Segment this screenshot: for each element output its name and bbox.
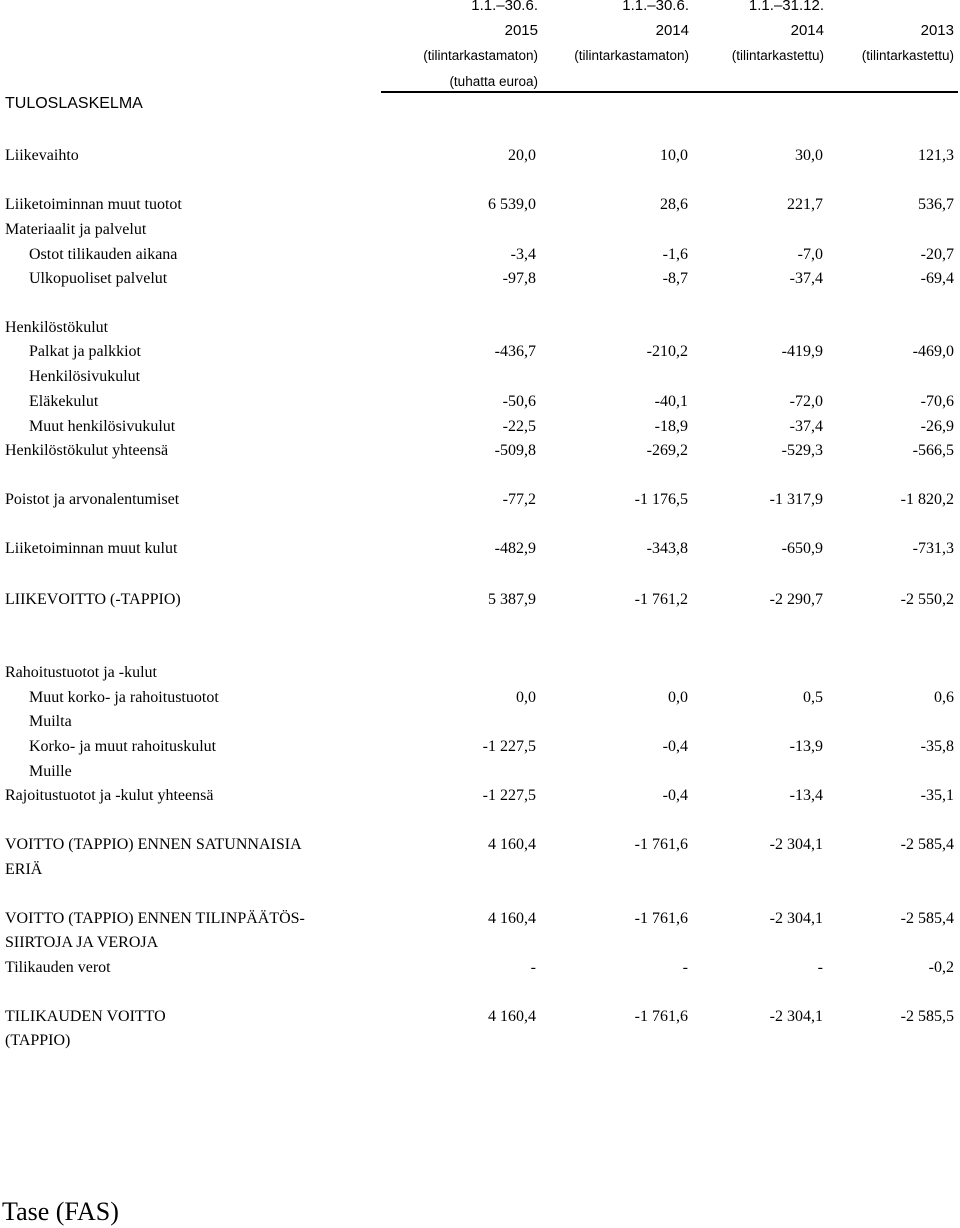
row-label: Rajoitustuotot ja -kulut yhteensä [5,787,214,804]
value-col2: 10,0 [660,147,688,164]
value-col3: -650,9 [781,540,823,557]
row-label: Ostot tilikauden aikana [29,246,178,263]
table-row [0,860,960,884]
value-col2: -1,6 [662,246,688,263]
value-col4: 0,6 [934,689,954,706]
header-year-col3: 2014 [790,22,824,39]
value-col2: -210,2 [646,343,688,360]
table-row [0,663,960,687]
value-col2: -1 176,5 [634,491,688,508]
value-col4: -20,7 [920,246,954,263]
value-col2: -18,9 [654,418,688,435]
row-label: Henkilösivukulut [29,368,141,385]
header-year-col2: 2014 [655,22,689,39]
value-col2: 28,6 [660,196,688,213]
header-period-col3: 1.1.–31.12. [748,0,824,14]
value-col1: -509,8 [494,442,536,459]
value-col3: -72,0 [789,393,823,410]
value-col1: -482,9 [494,540,536,557]
row-label: VOITTO (TAPPIO) ENNEN SATUNNAISIA [5,836,302,853]
row-label: Henkilöstökulut [5,319,109,336]
value-col1: -1 227,5 [482,787,536,804]
value-col1: -3,4 [510,246,536,263]
value-col3: -13,4 [789,787,823,804]
row-label: Poistot ja arvonalentumiset [5,491,180,508]
table-row [0,762,960,786]
value-col1: -77,2 [502,491,536,508]
table-row [0,933,960,957]
value-col3: -13,9 [789,738,823,755]
value-col1: 4 160,4 [488,836,536,853]
table-row [0,835,960,859]
value-col1: -50,6 [502,393,536,410]
header-status-col2: (tilintarkastamaton) [574,48,689,63]
header-period-col1: 1.1.–30.6. [471,0,538,14]
table-row [0,590,960,614]
table-row [0,539,960,563]
table-row [0,392,960,416]
header-rule [381,91,958,93]
value-col1: 4 160,4 [488,1008,536,1025]
header-status-col1: (tilintarkastamaton) [423,48,538,63]
value-col2: -1 761,6 [634,910,688,927]
value-col1: - [530,959,536,976]
row-label: Muille [29,763,72,780]
table-row [0,318,960,342]
row-label: SIIRTOJA JA VEROJA [5,934,159,951]
value-col4: -731,3 [912,540,954,557]
value-col3: -2 304,1 [769,910,823,927]
table-row [0,195,960,219]
header-status-col3: (tilintarkastettu) [731,48,824,63]
value-col3: -2 290,7 [769,591,823,608]
table-row [0,146,960,170]
row-label: Muilta [29,713,72,730]
value-col2: -1 761,6 [634,1008,688,1025]
balance-sheet-heading: Tase (FAS) [2,1197,119,1226]
value-col2: - [682,959,688,976]
page-title: TULOSLASKELMA [5,95,143,112]
table-row [0,1031,960,1055]
row-label: Korko- ja muut rahoituskulut [29,738,217,755]
row-label: Liiketoiminnan muut tuotot [5,196,182,213]
value-col4: -566,5 [912,442,954,459]
value-col1: 4 160,4 [488,910,536,927]
value-col2: -0,4 [662,787,688,804]
value-col2: -0,4 [662,738,688,755]
table-row [0,441,960,465]
value-col1: 6 539,0 [488,196,536,213]
row-label: Ulkopuoliset palvelut [29,270,168,287]
value-col1: 5 387,9 [488,591,536,608]
value-col3: -529,3 [781,442,823,459]
row-label: Materiaalit ja palvelut [5,221,147,238]
value-col1: 0,0 [516,689,536,706]
value-col3: -2 304,1 [769,1008,823,1025]
table-row [0,786,960,810]
value-col4: -469,0 [912,343,954,360]
value-col1: -1 227,5 [482,738,536,755]
value-col4: -2 585,4 [900,836,954,853]
row-label: (TAPPIO) [5,1032,71,1049]
value-col1: -97,8 [502,270,536,287]
row-label: Tilikauden verot [5,959,111,976]
header-year-col1: 2015 [504,22,538,39]
value-col3: -37,4 [789,270,823,287]
value-col4: 536,7 [918,196,954,213]
row-label: Muut korko- ja rahoitustuotot [29,689,219,706]
value-col4: -35,8 [920,738,954,755]
value-col3: 30,0 [795,147,823,164]
table-row [0,958,960,982]
value-col3: -419,9 [781,343,823,360]
value-col4: 121,3 [918,147,954,164]
row-label: ERIÄ [5,861,43,878]
row-label: Liiketoiminnan muut kulut [5,540,178,557]
row-label: Muut henkilösivukulut [29,418,176,435]
row-label: Liikevaihto [5,147,79,164]
value-col2: -269,2 [646,442,688,459]
table-row [0,737,960,761]
row-label: Palkat ja palkkiot [29,343,141,360]
row-label: VOITTO (TAPPIO) ENNEN TILINPÄÄTÖS- [5,910,305,927]
value-col2: -40,1 [654,393,688,410]
value-col3: -37,4 [789,418,823,435]
value-col2: -8,7 [662,270,688,287]
table-row [0,220,960,244]
table-row [0,269,960,293]
value-col3: - [817,959,823,976]
table-row [0,417,960,441]
value-col4: -2 550,2 [900,591,954,608]
row-label: LIIKEVOITTO (-TAPPIO) [5,591,181,608]
row-label: Eläkekulut [29,393,99,410]
header-unit: (tuhatta euroa) [449,74,538,89]
value-col3: -7,0 [797,246,823,263]
value-col3: -2 304,1 [769,836,823,853]
value-col4: -69,4 [920,270,954,287]
table-row [0,367,960,391]
row-label: Henkilöstökulut yhteensä [5,442,169,459]
table-row [0,909,960,933]
row-label: TILIKAUDEN VOITTO [5,1008,166,1025]
table-row [0,712,960,736]
value-col3: 221,7 [787,196,823,213]
value-col4: -35,1 [920,787,954,804]
table-row [0,342,960,366]
value-col4: -2 585,5 [900,1008,954,1025]
table-row [0,245,960,269]
value-col1: -22,5 [502,418,536,435]
value-col1: 20,0 [508,147,536,164]
value-col3: 0,5 [803,689,823,706]
value-col2: -1 761,6 [634,836,688,853]
value-col1: -436,7 [494,343,536,360]
table-row [0,490,960,514]
value-col2: -1 761,2 [634,591,688,608]
value-col4: -2 585,4 [900,910,954,927]
value-col4: -1 820,2 [900,491,954,508]
header-year-col4: 2013 [920,22,954,39]
value-col2: -343,8 [646,540,688,557]
value-col2: 0,0 [668,689,688,706]
value-col4: -26,9 [920,418,954,435]
value-col4: -70,6 [920,393,954,410]
value-col3: -1 317,9 [769,491,823,508]
table-row [0,1007,960,1031]
value-col4: -0,2 [928,959,954,976]
table-row [0,688,960,712]
header-period-col2: 1.1.–30.6. [622,0,689,14]
row-label: Rahoitustuotot ja -kulut [5,664,157,681]
header-status-col4: (tilintarkastettu) [861,48,954,63]
